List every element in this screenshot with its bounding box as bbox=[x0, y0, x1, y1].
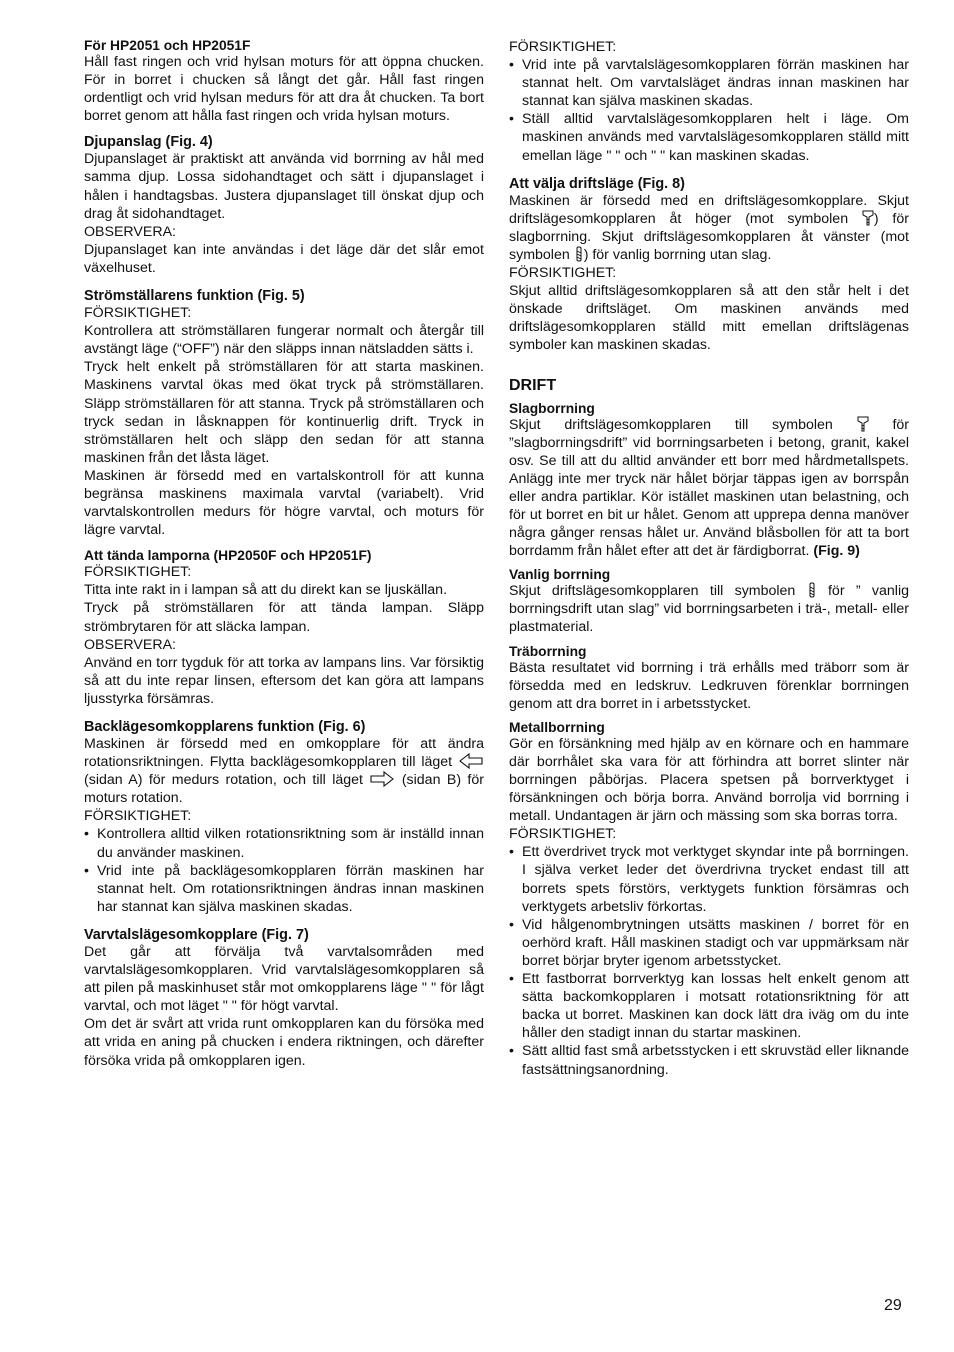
slag-heading: Slagborrning bbox=[509, 400, 595, 416]
strom-paragraph-1: Tryck helt enkelt på strömställaren för att starta maskinen. Maskinens varvtal ökas med ökat tryck på strömställaren. Släpp strömställaren för att stanna. Tryck på strömställaren och tryck sedan in låsknappen för kontinuerlig drift. Tryck in strömställaren helt och släpp den sedan för att stanna maskinen från det låsta läget. bbox=[84, 359, 484, 466]
hammer-drill-icon bbox=[857, 416, 869, 432]
drift-mode-text-a: Maskinen är försedd med en driftslägesomkopplare. Skjut driftslägesomkopplaren åt höger (mot symbolen bbox=[509, 192, 909, 227]
djup-heading: Djupanslag (Fig. 4) bbox=[84, 134, 213, 151]
list-item: • Vrid inte på backlägesomkopplaren förrän maskinen har stannat helt. Om rotationsriktningen ändras innan maskinen har stannat kan själva maskinen skadas. bbox=[84, 862, 484, 916]
drill-bit-icon bbox=[807, 582, 817, 598]
arrow-left-outline-icon bbox=[458, 753, 484, 769]
strom-heading: Strömställarens funktion (Fig. 5) bbox=[84, 288, 305, 305]
back-text-b: (sidan A) för medurs rotation, och till läget bbox=[84, 772, 363, 789]
hp2051-heading: För HP2051 och HP2051F bbox=[84, 38, 251, 53]
back-text-a: Maskinen är försedd med en omkopplare för att ändra rotationsriktningen. Flytta backlägesomkopplaren till läget bbox=[84, 736, 484, 771]
bottom-caution-list bbox=[509, 843, 909, 1078]
tra-text: Bästa resultatet vid borrning i trä erhålls med träborr som är försedda med en ledskruv. Ledkruven förenklar borrningen genom att dra borret in i arbetsstycket. bbox=[509, 659, 909, 712]
right-column bbox=[509, 38, 909, 1079]
top-caution-list bbox=[509, 56, 909, 165]
list-item: • Vrid inte på varvtalslägesomkopplaren förrän maskinen har stannat helt. Om varvtalsläget ändras innan maskinen har stannat kan själva maskinen skadas. bbox=[509, 56, 909, 110]
varv-paragraph-2: Om det är svårt att vrida runt omkopplaren kan du försöka med att vrida en aning på chucken i endera riktningen, och därefter försöka vrida på omkopplaren igen. bbox=[84, 1016, 484, 1069]
hammer-drill-icon bbox=[862, 210, 874, 226]
top-caution-label: FÖRSIKTIGHET: bbox=[509, 39, 617, 55]
list-item: • Ett överdrivet tryck mot verktyget skyndar inte på borrningen. I själva verket leder det överdrivna trycket endast till att borrets spets förstörs, verktygets funktion försämras och verktygets arbetsliv förkortas. bbox=[509, 843, 909, 915]
list-item: • Ett fastborrat borrverktyg kan lossas helt enkelt genom att sätta backomkopplaren i motsatt rotationsriktning för att backa ut borret. Maskinen kan dock lätt dra iväg om du inte håller den stadigt innan du startar maskinen. bbox=[509, 970, 909, 1042]
bottom-caution-label: FÖRSIKTIGHET: bbox=[509, 826, 617, 843]
drift-mode-caution-text: Skjut alltid driftslägesomkopplaren så att den står helt i det önskade driftsläget. Om maskinen används med driftslägesomkopplaren ställd mitt emellan driftslägenas symboler kan maskinen skadas. bbox=[509, 283, 909, 354]
list-item: • Kontrollera alltid vilken rotationsriktning som är inställd innan du använder maskinen. bbox=[84, 825, 484, 861]
section-title: DRIFT bbox=[509, 376, 557, 394]
back-text-c: (sidan B) för moturs rotation. bbox=[84, 772, 484, 807]
back-caution-label: FÖRSIKTIGHET: bbox=[84, 808, 192, 825]
lamp-caution-text: Titta inte rakt in i lampan så att du direkt kan se ljuskällan. bbox=[84, 582, 448, 599]
strom-caution-label: FÖRSIKTIGHET: bbox=[84, 305, 192, 322]
djup-note-label: OBSERVERA: bbox=[84, 223, 176, 240]
metall-heading: Metallborrning bbox=[509, 719, 605, 735]
drift-mode-text-c: ) för vanlig borrning utan slag. bbox=[583, 246, 772, 263]
strom-caution-text: Kontrollera att strömställaren fungerar normalt och återgår till avstängt läge (“OFF”) när den släpps innan nätsladden sätts i. bbox=[84, 323, 484, 358]
varv-paragraph-1: Det går att förvälja två varvtalsområden med varvtalslägesomkopplaren. Vrid varvtalslägesomkopplaren så att pilen på maskinhuset står mot omkopplarens läge " " för lågt varvtal, och mot läget " " för högt varvtal. bbox=[84, 943, 484, 1015]
page-number: 29 bbox=[884, 1297, 902, 1314]
list-item: • Ställ alltid varvtalslägesomkopplaren helt i läge. Om maskinen används med varvtalslägesomkopplaren ställd mitt emellan läge " " och " " kan maskinen skadas. bbox=[509, 110, 909, 164]
lamp-heading: Att tända lamporna (HP2050F och HP2051F) bbox=[84, 548, 372, 564]
lamp-caution-label: FÖRSIKTIGHET: bbox=[84, 564, 192, 581]
list-item: • Vid hålgenombrytningen utsätts maskinen / borret för en oerhörd kraft. Håll maskinen stadigt och var uppmärksam när borret börjar bryter igenom arbetsstycket. bbox=[509, 916, 909, 970]
list-item: • Sätt alltid fast små arbetsstycken i ett skruvstäd eller liknande fastsättningsanordning. bbox=[509, 1042, 909, 1078]
hp2051-text: Håll fast ringen och vrid hylsan moturs för att öppna chucken. För in borret i chucken så långt det går. Håll fast ringen ordentligt och vrid hylsan medurs för att dra åt chucken. Ta bort borret genom att hålla fast ringen och vrida hylsan moturs. bbox=[84, 54, 484, 125]
drift-mode-paragraph bbox=[509, 192, 909, 264]
back-heading: Backlägesomkopplarens funktion (Fig. 6) bbox=[84, 719, 366, 735]
strom-paragraph-2: Maskinen är försedd med en vartalskontroll för att kunna begränsa maskinens maximala varvtal (variabelt). Vrid varvtalskontrollen medurs för högre varvtal, och moturs för lägre varvtal. bbox=[84, 467, 484, 539]
vanlig-text-b: för ” vanlig borrningsdrift utan slag” vid borrningsarbeten i trä-, metall- eller plastmaterial. bbox=[509, 583, 909, 636]
figure-reference: (Fig. 9) bbox=[813, 543, 860, 560]
drill-bit-icon bbox=[574, 246, 584, 262]
slag-text-a: Skjut driftslägesomkopplaren till symbolen bbox=[509, 416, 833, 433]
vanlig-paragraph bbox=[509, 582, 909, 636]
lamp-note-text: Använd en torr tygduk för att torka av lampans lins. Var försiktig så att du inte repar linsen, eftersom det kan göra att lampans ljusstyrka försämras. bbox=[84, 654, 484, 707]
slag-text-b: för ”slagborrningsdrift” vid borrningsarbeten i betong, granit, kakel osv. Se till att du alltid använder ett borr med hårdmetallspets. Anlägg inte mer tryck när hålet börjar täppas igen av borrspån eller andra partiklar. Kör istället maskinen utan belastning, och för ut borret en bit ur hålet. Genom att upprepa denna manöver några gånger rensas hålet ur. Använd blåsbollen för att ta bort borrdamm från hålet efter att det är färdigborrat. bbox=[509, 416, 910, 560]
lamp-paragraph: Tryck på strömställaren för att tända lampan. Släpp strömbrytaren för att släcka lampan. bbox=[84, 600, 484, 635]
arrow-right-outline-icon bbox=[369, 771, 395, 787]
djup-note-text: Djupanslaget kan inte användas i det läge där det slår emot växelhuset. bbox=[84, 241, 484, 276]
varv-heading: Varvtalslägesomkopplare (Fig. 7) bbox=[84, 926, 309, 943]
back-paragraph bbox=[84, 735, 484, 807]
vanlig-text-a: Skjut driftslägesomkopplaren till symbolen bbox=[509, 583, 796, 600]
djup-text: Djupanslaget är praktiskt att använda vid borrning av hål med samma djup. Lossa sidohandtaget och sätt i djupanslaget i hålen i handtagsbas. Justera djupanslaget till önskat djup och drag åt sidohandtaget. bbox=[84, 151, 484, 222]
slag-paragraph bbox=[509, 416, 909, 561]
back-caution-list bbox=[84, 825, 484, 915]
left-column bbox=[84, 38, 484, 1070]
vanlig-heading: Vanlig borrning bbox=[509, 567, 611, 583]
metall-text: Gör en försänkning med hjälp av en körnare och en hammare där borrhålet ska vara för att förhindra att borret slinter när borrningen påbörjas. Placera spetsen på borrverktyget i försänkningen och börja borra. Använd borrolja vid borrning i metall. Undantagen är järn och mässing som ska borras torra. bbox=[509, 735, 909, 825]
drift-mode-caution-label: FÖRSIKTIGHET: bbox=[509, 265, 617, 282]
lamp-note-label: OBSERVERA: bbox=[84, 636, 176, 653]
drift-mode-text-b: ) för slagborrning. Skjut driftslägesomkopplaren åt vänster (mot symbolen bbox=[509, 210, 909, 263]
drift-mode-heading: Att välja driftsläge (Fig. 8) bbox=[509, 175, 685, 192]
tra-heading: Träborrning bbox=[509, 643, 587, 659]
